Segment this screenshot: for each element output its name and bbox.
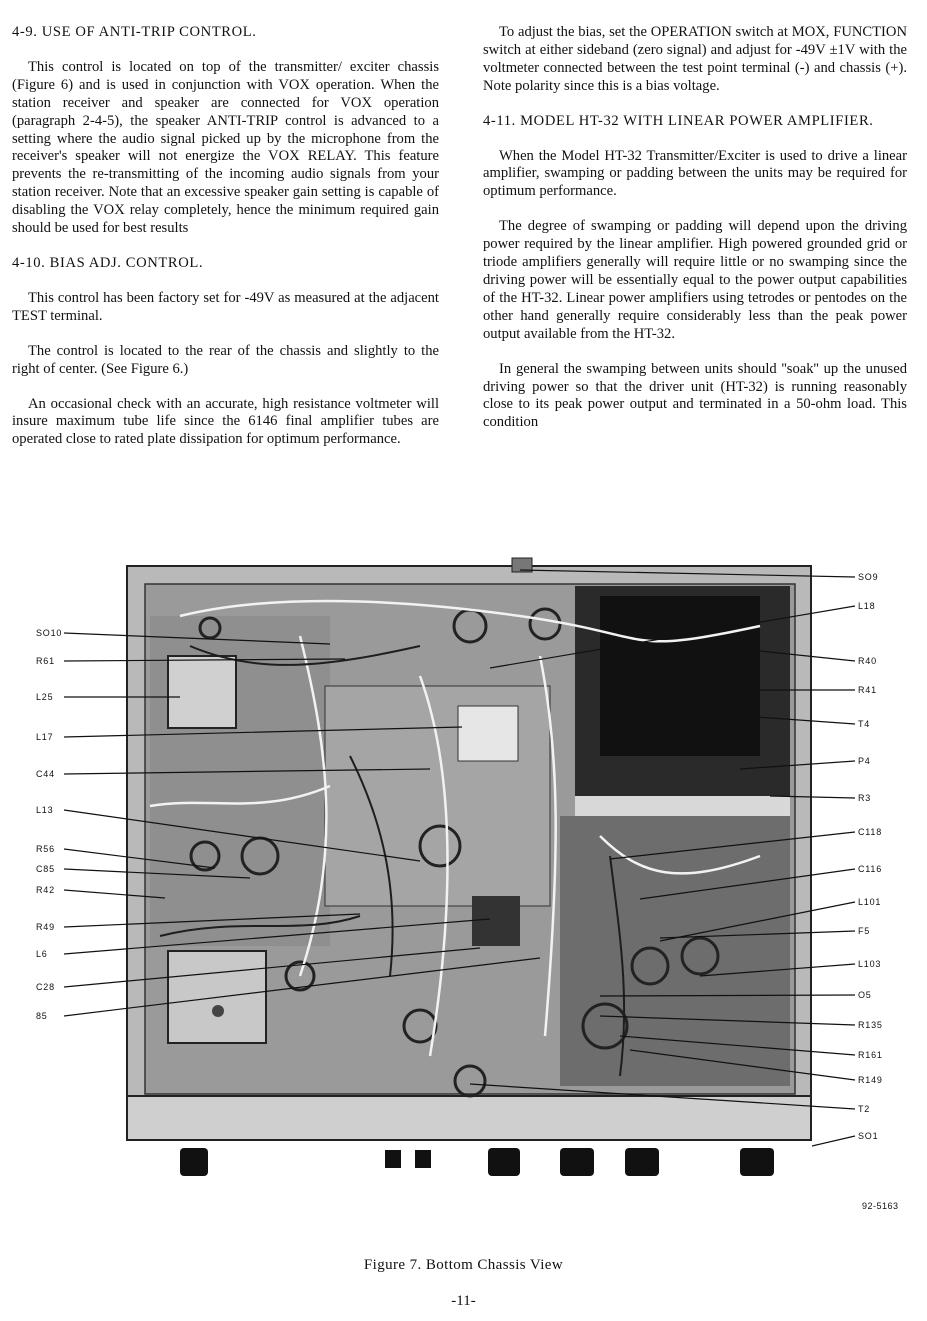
paragraph-bias-location: The control is located to the rear of the chassis and slightly to the right of center. (See Figure 6.) — [12, 342, 439, 377]
paragraph-bias-adjust: To adjust the bias, set the OPERATION switch at MOX, FUNCTION switch at either sideband (zero signal) and adjust for -49V ±1V with the voltmeter connected between the test point terminal (-) and chassis (+). Note polarity since this is a bias voltage. — [483, 24, 907, 94]
paragraph-bias-factory: This control has been factory set for -49V as measured at the adjacent TEST terminal. — [12, 289, 439, 324]
section-heading-4-9: 4-9. USE OF ANTI-TRIP CONTROL. — [12, 24, 257, 40]
label-c118: C118 — [858, 827, 883, 837]
paragraph-bias-check: An occasional check with an accurate, high resistance voltmeter will insure maximum tube life since the 6146 final amplifier tubes are operated close to rated plate dissipation for optimum performance. — [12, 395, 439, 448]
chassis-photo — [0, 556, 927, 1176]
chassis-body — [127, 558, 811, 1176]
label-so10: SO10 — [36, 628, 63, 638]
label-c116: C116 — [858, 864, 883, 874]
label-c85: C85 — [36, 864, 55, 874]
label-c44: C44 — [36, 769, 55, 779]
label-l103: L103 — [858, 959, 882, 969]
label-l17: L17 — [36, 732, 54, 742]
label-r149: R149 — [858, 1075, 883, 1085]
label-t4: T4 — [858, 719, 871, 729]
label-o5: O5 — [858, 990, 872, 1000]
label-so9: SO9 — [858, 572, 879, 582]
callout-labels-left — [36, 628, 62, 1021]
label-so1: SO1 — [858, 1131, 879, 1141]
label-l13: L13 — [36, 805, 54, 815]
label-85: 85 — [36, 1011, 48, 1021]
label-r41: R41 — [858, 685, 877, 695]
paragraph-swamping-degree: The degree of swamping or padding will depend upon the driving power required by the linear amplifier. High powered grounded grid or triode amplifiers generally will require little or no swamping since the driving power will be essentially equal to the power output capabilities of the HT-32. Linear power amplifiers using tetrodes or pentodes on the other hand generally require considerably less than the peak power output available from the HT-32. — [483, 218, 907, 342]
label-l25: L25 — [36, 692, 54, 702]
paragraph-linear-intro: When the Model HT-32 Transmitter/Exciter is used to drive a linear amplifier, swamping or padding between the units may be required for optimum performance. — [483, 147, 907, 200]
label-r42: R42 — [36, 885, 55, 895]
section-heading-4-11: 4-11. MODEL HT-32 WITH LINEAR POWER AMPLIFIER. — [483, 112, 874, 129]
paragraph-swamping-general: In general the swamping between units should ''soak'' up the unused driving power so that the driver unit (HT-32) is running reasonably close to its peak power output and terminated in a 50-ohm load. This condition — [483, 360, 907, 431]
page-number: -11- — [451, 1293, 476, 1309]
label-r3: R3 — [858, 793, 872, 803]
callout-labels-right — [858, 572, 883, 1141]
label-f5: F5 — [858, 926, 871, 936]
label-r49: R49 — [36, 922, 55, 932]
right-column — [483, 24, 907, 449]
label-r56: R56 — [36, 844, 55, 854]
label-l6: L6 — [36, 949, 48, 959]
label-r61: R61 — [36, 656, 55, 666]
label-l101: L101 — [858, 897, 882, 907]
label-c28: C28 — [36, 982, 55, 992]
label-r161: R161 — [858, 1050, 883, 1060]
label-r40: R40 — [858, 656, 877, 666]
paragraph-anti-trip: This control is located on top of the transmitter/ exciter chassis (Figure 6) and is used in conjunction with VOX operation. When the station receiver and speaker are connected for VOX operation (paragraph 2-4-5), the speaker ANTI-TRIP control is advanced to a setting where the audio signal picked up by the microphone from the receiver's speaker will not energize the VOX RELAY. This feature prevents the re-transmitting of the incoming audio signals from your station receiver. Note that an excessive speaker gain setting is capable of disabling the VOX relay completely, hence the minimum required gain should be used for best results — [12, 58, 439, 237]
label-r135: R135 — [858, 1020, 883, 1030]
label-t2: T2 — [858, 1104, 871, 1114]
figure-caption: Figure 7. Bottom Chassis View — [363, 1257, 564, 1273]
figure-reference-code: 92-5163 — [862, 1201, 899, 1211]
section-heading-4-10: 4-10. BIAS ADJ. CONTROL. — [12, 254, 204, 271]
label-p4: P4 — [858, 756, 871, 766]
left-column — [12, 24, 439, 466]
label-l18: L18 — [858, 601, 876, 611]
